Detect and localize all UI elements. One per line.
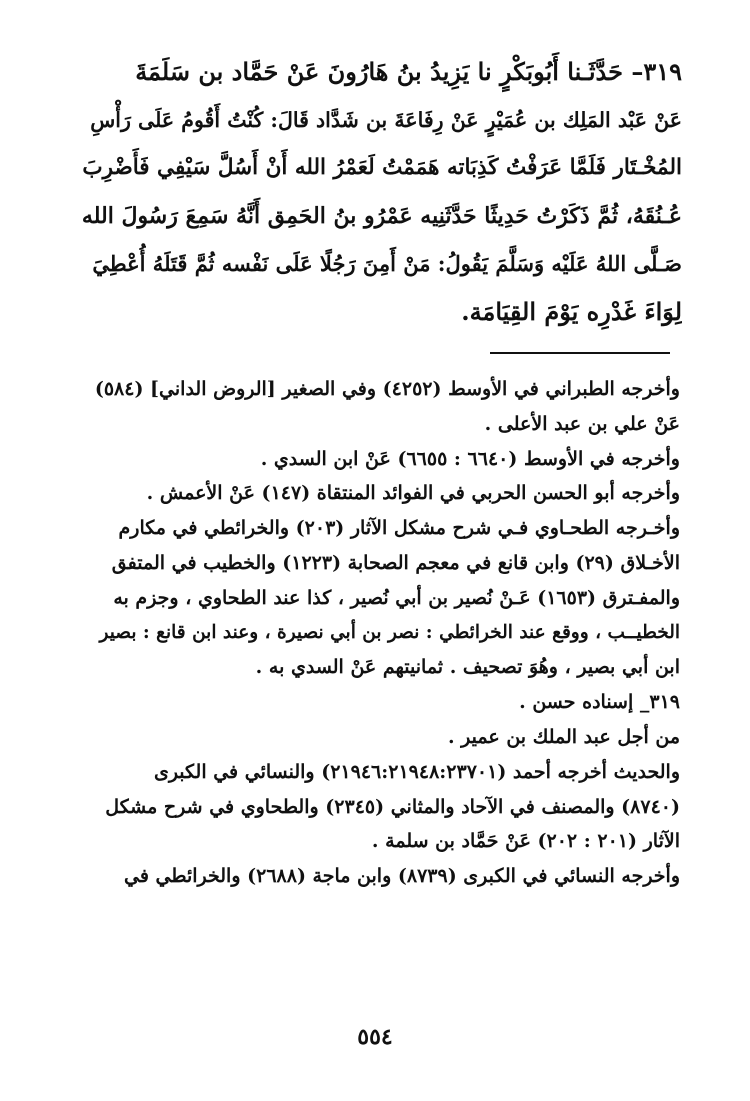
footnote-line: وأخرجه الطبراني في الأوسط (٤٢٥٢) وفي الصغير [الروض الداني] (٥٨٤) bbox=[94, 378, 680, 400]
hadith-line: ٣١٩– حَدَّثَـنا أَبُوبَكْرٍ نا يَزِيدُ بنُ هَارُونَ عَنْ حَمَّاد بن سَلَمَةَ bbox=[135, 57, 682, 86]
footnote-line: والحديث أخرجه أحمد (٢١٩٤٦:٢١٩٤٨:٢٣٧٠١) والنسائي في الكبرى bbox=[153, 760, 680, 783]
footnote-line: وأخرجه النسائي في الكبرى (٨٧٣٩) وابن ماجة (٢٦٨٨) والخرائطي في bbox=[123, 865, 680, 888]
footnote-line: ابن أبي بصير ، وهُوَ تصحيف . ثمانيتهم عَنْ السدي به . bbox=[255, 656, 680, 679]
footnote-line: وأخـرجه الطحـاوي فـي شرح مشكل الآثار (٢٠٣) والخرائطي في مكارم bbox=[118, 517, 680, 540]
footnote-divider bbox=[490, 352, 670, 354]
footnote-line: (٨٧٤٠) والمصنف في الآحاد والمثاني (٢٣٤٥) والطحاوي في شرح مشكل bbox=[105, 795, 680, 818]
footnote-line: وأخرجه في الأوسط (٦٦٤٠ : ٦٦٥٥) عَنْ ابن السدي . bbox=[260, 447, 680, 470]
footnotes bbox=[88, 372, 680, 894]
hadith-text bbox=[82, 48, 682, 336]
hadith-line: عُـنُقَهُ، ثُمَّ ذَكَرْتُ حَدِيثًا حَدَّثَنِيه عَمْرُو بنُ الحَمِق أَنَّهُ سَمِعَ رَسُولَ الله bbox=[82, 203, 682, 229]
footnote-line: ٣١٩_ إسناده حسن . bbox=[519, 691, 680, 714]
hadith-line: لِوَاءَ غَدْرِه يَوْمَ القِيَامَة. bbox=[461, 297, 682, 326]
footnote-line: من أجل عبد الملك بن عمير . bbox=[447, 725, 680, 748]
footnote-line: الآثار (٢٠١ : ٢٠٢) عَنْ حَمَّاد بن سلمة . bbox=[371, 830, 680, 853]
page-number: ٥٥٤ bbox=[357, 1024, 393, 1050]
hadith-line: المُخْـتَار فَلَمَّا عَرَفْتُ كَذِبَاته هَمَمْتُ لَعَمْرُ الله أَنْ أَسُلَّ سَيْفِي فَأَضْرِبَ bbox=[82, 155, 682, 180]
footnote-line: الأخـلاق (٢٩) وابن قانع في معجم الصحابة (١٢٢٣) والخطيب في المتفق bbox=[111, 551, 680, 574]
footnote-line: الخطيــب ، ووقع عند الخرائطي : نصر بن أبي نصيرة ، وعند ابن قانع : بصير bbox=[99, 621, 680, 643]
footnote-line: والمفـترق (١٦٥٣) عَـنْ نُصير بن أبي نُصير ، كذا عند الطحاوي ، وجزم به bbox=[113, 586, 680, 609]
hadith-line: صَـلَّى اللهُ عَلَيْه وَسَلَّمَ يَقُولُ: مَنْ أَمِنَ رَجُلًا عَلَى نَفْسه ثُمَّ قَتَلَهُ أُعْطِيَ bbox=[92, 251, 682, 276]
hadith-line: عَنْ عَبْد المَلِك بن عُمَيْرٍ عَنْ رِفَاعَةَ بن شَدَّاد قَالَ: كُنْتُ أَقُومُ عَلَى رَأْسِ bbox=[90, 108, 682, 132]
footnote-line: وأخرجه أبو الحسن الحربي في الفوائد المنتقاة (١٤٧) عَنْ الأعمش . bbox=[146, 482, 680, 505]
footnote-line: عَنْ علي بن عبد الأعلى . bbox=[484, 412, 680, 435]
